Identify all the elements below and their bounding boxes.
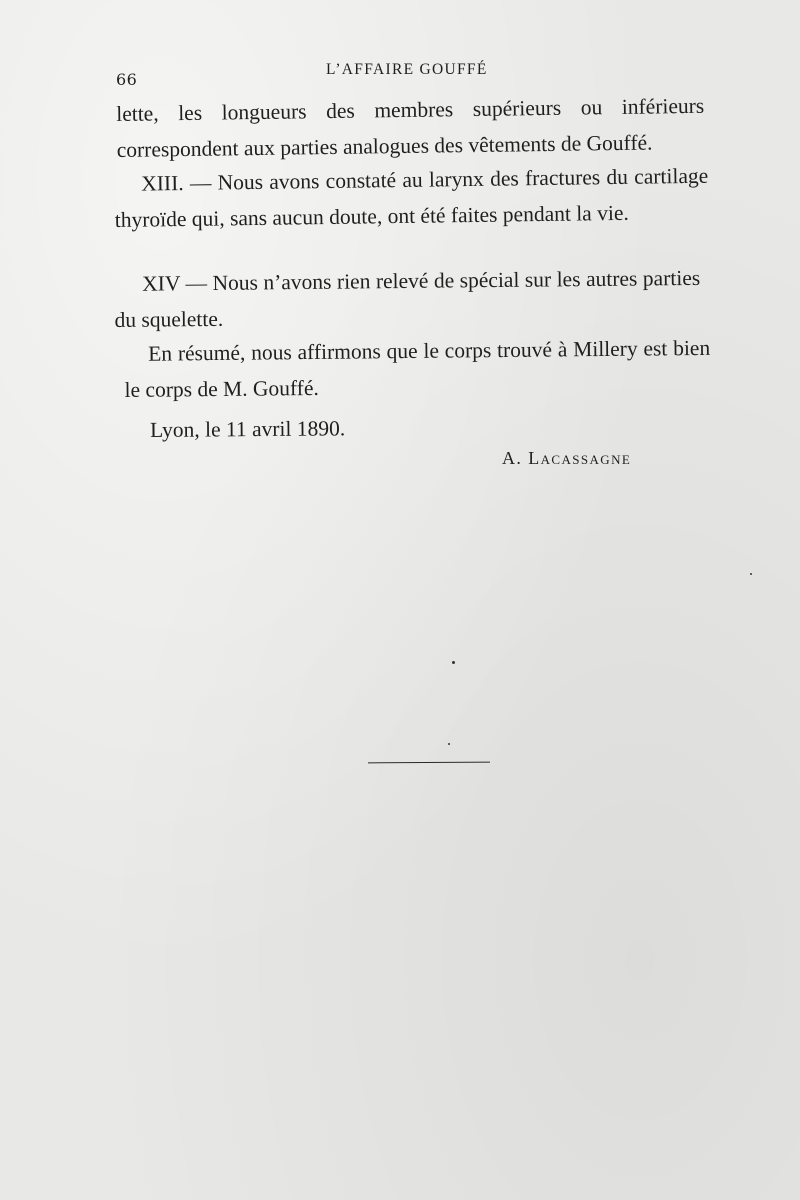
- running-title: L’AFFAIRE GOUFFÉ: [326, 61, 488, 78]
- paragraph-summary: En résumé, nous affirmons que le corps trouvé à Millery est bien le corps de M. Gouffé.: [124, 335, 711, 402]
- dateline: Lyon, le 11 avril 1890.: [150, 416, 346, 442]
- page-number: 66: [116, 70, 138, 89]
- signature: A. Lacassagne: [502, 448, 632, 468]
- closing-rule: [368, 762, 490, 764]
- print-speck: [452, 661, 455, 664]
- print-speck: [448, 743, 450, 745]
- paragraph-continuation: lette, les longueurs des membres supérieurs ou inférieurs correspondent aux parties analogues des vêtements de Gouffé.: [116, 93, 705, 162]
- print-speck: [750, 573, 752, 575]
- paragraph-xiii: XIII. — Nous avons constaté au larynx des fractures du cartilage thyroïde qui, sans aucun doute, ont été faites pendant la vie.: [114, 163, 709, 232]
- paragraph-xiv: XIV — Nous n’avons rien relevé de spécial sur les autres parties du squelette.: [114, 265, 701, 332]
